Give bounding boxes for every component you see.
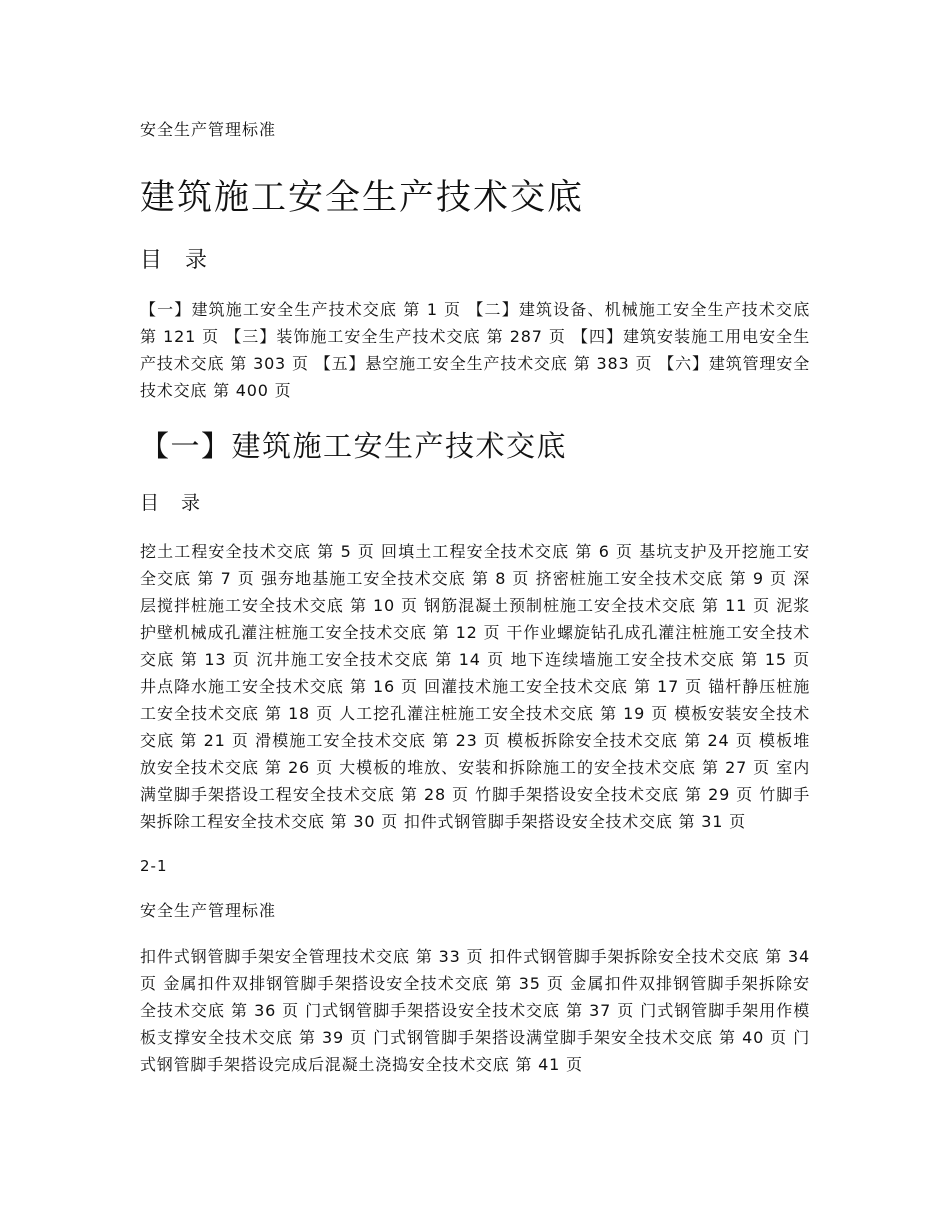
section-toc-paragraph: 挖土工程安全技术交底 第 5 页 回填土工程安全技术交底 第 6 页 基坑支护及开挖施工安全交底 第 7 页 强夯地基施工安全技术交底 第 8 页 挤密桩施工安全技术交底 第 9 页 深层搅拌桩施工安全技术交底 第 10 页 钢筋混凝土预制桩施工安全技术交底 第 11 页 泥浆护壁机械成孔灌注桩施工安全技术交底 第 12 页 干作业螺旋钻孔成孔灌注桩施工安全技术交底 第 13 页 沉井施工安全技术交底 第 14 页 地下连续墙施工安全技术交底 第 15 页 井点降水施工安全技术交底 第 16 页 回灌技术施工安全技术交底 第 17 页 锚杆静压桩施工安全技术交底 第 18 页 人工挖孔灌注桩施工安全技术交底 第 19 页 模板安装安全技术交底 第 21 页 滑模施工安全技术交底 第 23 页 模板拆除安全技术交底 第 24 页 模板堆放安全技术交底 第 26 页 大模板的堆放、安装和拆除施工的安全技术交底 第 27 页 室内满堂脚手架搭设工程安全技术交底 第 28 页 竹脚手架搭设安全技术交底 第 29 页 竹脚手架拆除工程安全技术交底 第 30 页 扣件式钢管脚手架搭设安全技术交底 第 31 页 xyxy=(140,542,810,831)
document-content xyxy=(140,118,810,1078)
toc-heading: 目 录 xyxy=(140,248,215,273)
page-number: 2-1 xyxy=(140,857,168,875)
document-title: 建筑施工安全生产技术交底 xyxy=(140,178,585,218)
header-label: 安全生产管理标准 xyxy=(140,120,277,139)
header-label-page2: 安全生产管理标准 xyxy=(140,901,277,920)
toc-paragraph: 【一】建筑施工安全生产技术交底 第 1 页 【二】建筑设备、机械施工安全生产技术交底 第 121 页 【三】装饰施工安全生产技术交底 第 287 页 【四】建筑安装施工用电安全生产技术交底 第 303 页 【五】悬空施工安全生产技术交底 第 383 页 【六】建筑管理安全技术交底 第 400 页 xyxy=(140,300,810,400)
page2-toc-paragraph: 扣件式钢管脚手架安全管理技术交底 第 33 页 扣件式钢管脚手架拆除安全技术交底 第 34 页 金属扣件双排钢管脚手架搭设安全技术交底 第 35 页 金属扣件双排钢管脚手架拆除安全技术交底 第 36 页 门式钢管脚手架搭设安全技术交底 第 37 页 门式钢管脚手架用作模板支撑安全技术交底 第 39 页 门式钢管脚手架搭设满堂脚手架安全技术交底 第 40 页 门式钢管脚手架搭设完成后混凝土浇捣安全技术交底 第 41 页 xyxy=(140,947,810,1074)
section-title: 【一】建筑施工安生产技术交底 xyxy=(140,429,568,463)
section-toc-heading: 目 录 xyxy=(140,492,209,514)
